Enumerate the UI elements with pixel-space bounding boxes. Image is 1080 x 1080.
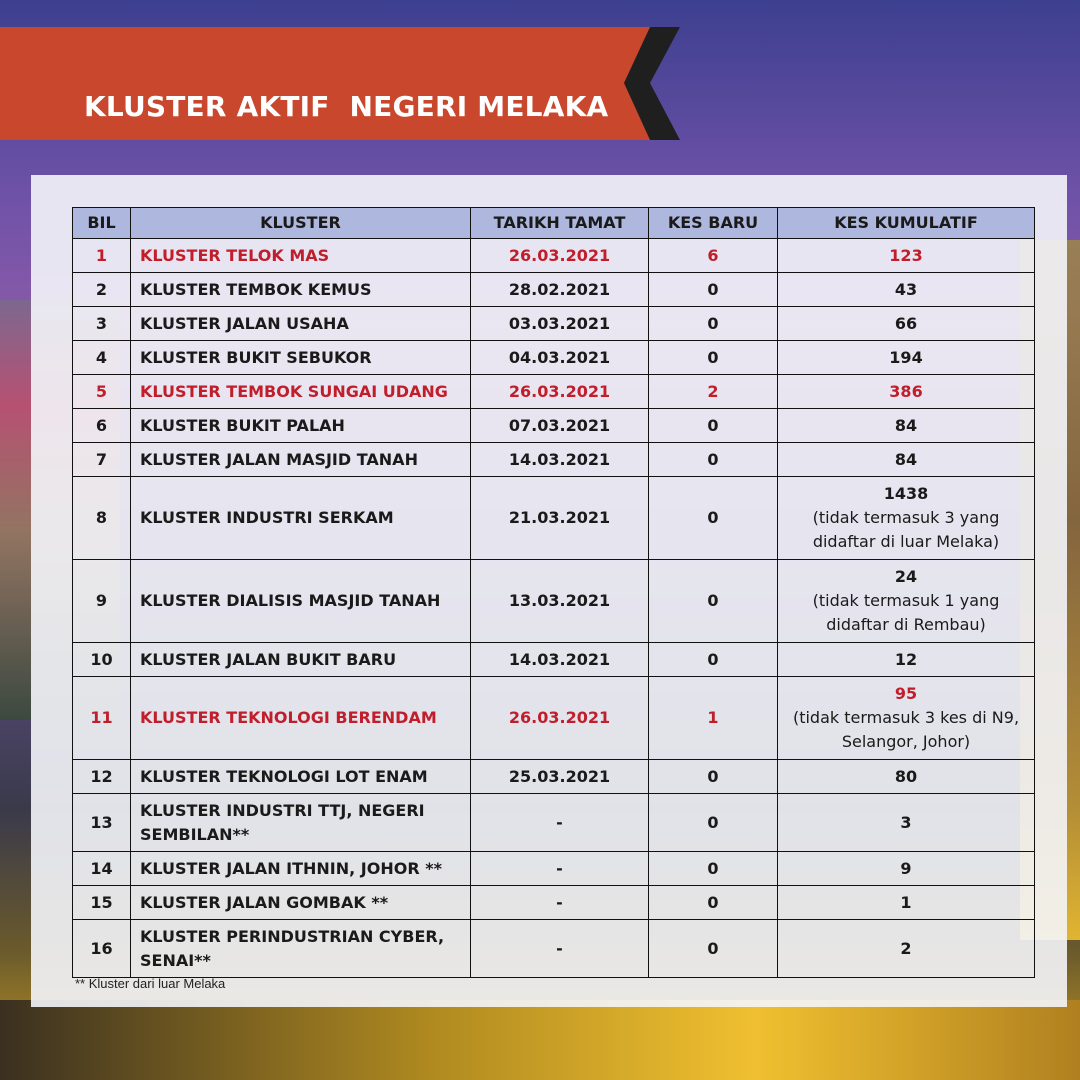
cell-kluster: KLUSTER BUKIT SEBUKOR bbox=[131, 341, 471, 375]
cell-kes-baru: 0 bbox=[649, 477, 778, 560]
cell-kluster: KLUSTER INDUSTRI SERKAM bbox=[131, 477, 471, 560]
cell-kluster: KLUSTER JALAN ITHNIN, JOHOR ** bbox=[131, 852, 471, 886]
cell-kes-kumulatif bbox=[778, 443, 1035, 477]
page-title: KLUSTER AKTIF NEGERI MELAKA bbox=[84, 90, 609, 123]
table-row bbox=[73, 307, 1035, 341]
cell-kes-kumulatif bbox=[778, 341, 1035, 375]
cell-kes-baru: 6 bbox=[649, 239, 778, 273]
cell-bil: 15 bbox=[73, 886, 131, 920]
header-tarikh-tamat: TARIKH TAMAT bbox=[471, 208, 649, 239]
cell-kluster: KLUSTER TEMBOK SUNGAI UDANG bbox=[131, 375, 471, 409]
kumulatif-value: 3 bbox=[900, 812, 912, 832]
cell-bil: 5 bbox=[73, 375, 131, 409]
kumulatif-value: 386 bbox=[889, 381, 923, 401]
cell-tarikh-tamat: - bbox=[471, 886, 649, 920]
cell-kes-baru: 0 bbox=[649, 409, 778, 443]
cell-kes-kumulatif bbox=[778, 760, 1035, 794]
cell-tarikh-tamat: - bbox=[471, 794, 649, 852]
cell-bil: 9 bbox=[73, 560, 131, 643]
cell-tarikh-tamat: 21.03.2021 bbox=[471, 477, 649, 560]
cell-kes-baru: 0 bbox=[649, 643, 778, 677]
table-row bbox=[73, 760, 1035, 794]
table-row bbox=[73, 677, 1035, 760]
cell-kes-kumulatif bbox=[778, 409, 1035, 443]
cell-kes-kumulatif bbox=[778, 239, 1035, 273]
kumulatif-note: (tidak termasuk 1 yang didaftar di Rembau) bbox=[812, 591, 1000, 634]
cell-tarikh-tamat: 26.03.2021 bbox=[471, 239, 649, 273]
cell-kluster: KLUSTER PERINDUSTRIAN CYBER, SENAI** bbox=[131, 920, 471, 978]
cell-kes-kumulatif bbox=[778, 477, 1035, 560]
cell-kluster: KLUSTER DIALISIS MASJID TANAH bbox=[131, 560, 471, 643]
cell-kes-baru: 0 bbox=[649, 560, 778, 643]
kumulatif-value: 12 bbox=[894, 649, 918, 669]
table-row bbox=[73, 341, 1035, 375]
banner-ribbon-shape bbox=[0, 27, 680, 140]
kumulatif-value: 194 bbox=[889, 347, 923, 367]
cell-tarikh-tamat: 26.03.2021 bbox=[471, 677, 649, 760]
cell-bil: 1 bbox=[73, 239, 131, 273]
cell-bil: 10 bbox=[73, 643, 131, 677]
kumulatif-value: 1 bbox=[900, 892, 912, 912]
kumulatif-value: 95 bbox=[894, 684, 918, 703]
table-body bbox=[73, 239, 1035, 978]
table-row bbox=[73, 443, 1035, 477]
cell-kes-kumulatif bbox=[778, 794, 1035, 852]
cell-kes-kumulatif bbox=[778, 307, 1035, 341]
cell-kluster: KLUSTER TELOK MAS bbox=[131, 239, 471, 273]
cell-kes-baru: 0 bbox=[649, 794, 778, 852]
kumulatif-value: 43 bbox=[894, 279, 918, 299]
cell-kes-kumulatif bbox=[778, 852, 1035, 886]
cell-kes-kumulatif bbox=[778, 677, 1035, 760]
cell-tarikh-tamat: - bbox=[471, 852, 649, 886]
cell-kes-baru: 0 bbox=[649, 341, 778, 375]
cell-tarikh-tamat: 07.03.2021 bbox=[471, 409, 649, 443]
cell-kes-baru: 0 bbox=[649, 886, 778, 920]
cell-kes-baru: 1 bbox=[649, 677, 778, 760]
kumulatif-value: 1438 bbox=[883, 484, 929, 503]
kumulatif-value: 24 bbox=[894, 567, 918, 586]
header-kes-kumulatif: KES KUMULATIF bbox=[778, 208, 1035, 239]
cell-kes-kumulatif bbox=[778, 643, 1035, 677]
table-row bbox=[73, 273, 1035, 307]
cell-kluster: KLUSTER JALAN MASJID TANAH bbox=[131, 443, 471, 477]
kumulatif-value: 2 bbox=[900, 938, 912, 958]
cell-bil: 16 bbox=[73, 920, 131, 978]
cell-kes-kumulatif bbox=[778, 375, 1035, 409]
table-row bbox=[73, 375, 1035, 409]
table-row bbox=[73, 886, 1035, 920]
kumulatif-value: 66 bbox=[894, 313, 918, 333]
cell-kluster: KLUSTER INDUSTRI TTJ, NEGERI SEMBILAN** bbox=[131, 794, 471, 852]
kumulatif-value: 80 bbox=[894, 766, 918, 786]
cell-kes-baru: 0 bbox=[649, 920, 778, 978]
cell-kes-baru: 0 bbox=[649, 852, 778, 886]
cell-bil: 2 bbox=[73, 273, 131, 307]
cell-tarikh-tamat: - bbox=[471, 920, 649, 978]
footnote: ** Kluster dari luar Melaka bbox=[75, 976, 226, 991]
cell-kluster: KLUSTER TEMBOK KEMUS bbox=[131, 273, 471, 307]
cell-kes-kumulatif bbox=[778, 886, 1035, 920]
cluster-table bbox=[72, 207, 1035, 978]
cell-kluster: KLUSTER JALAN GOMBAK ** bbox=[131, 886, 471, 920]
cell-bil: 14 bbox=[73, 852, 131, 886]
cell-kes-baru: 0 bbox=[649, 760, 778, 794]
cell-bil: 3 bbox=[73, 307, 131, 341]
cell-kes-kumulatif bbox=[778, 920, 1035, 978]
cell-tarikh-tamat: 13.03.2021 bbox=[471, 560, 649, 643]
header-bil: BIL bbox=[73, 208, 131, 239]
title-banner bbox=[0, 27, 680, 140]
cell-bil: 13 bbox=[73, 794, 131, 852]
table-row bbox=[73, 643, 1035, 677]
cell-kes-baru: 0 bbox=[649, 273, 778, 307]
cell-kes-baru: 0 bbox=[649, 443, 778, 477]
cell-tarikh-tamat: 14.03.2021 bbox=[471, 643, 649, 677]
table-row bbox=[73, 477, 1035, 560]
cell-kes-kumulatif bbox=[778, 560, 1035, 643]
kumulatif-value: 84 bbox=[894, 415, 918, 435]
cell-kluster: KLUSTER BUKIT PALAH bbox=[131, 409, 471, 443]
cell-kluster: KLUSTER TEKNOLOGI BERENDAM bbox=[131, 677, 471, 760]
cell-tarikh-tamat: 14.03.2021 bbox=[471, 443, 649, 477]
cell-kluster: KLUSTER TEKNOLOGI LOT ENAM bbox=[131, 760, 471, 794]
cell-bil: 12 bbox=[73, 760, 131, 794]
cell-tarikh-tamat: 26.03.2021 bbox=[471, 375, 649, 409]
kumulatif-note: (tidak termasuk 3 yang didaftar di luar Melaka) bbox=[812, 508, 1000, 551]
cell-kes-kumulatif bbox=[778, 273, 1035, 307]
header-kluster: KLUSTER bbox=[131, 208, 471, 239]
cell-kluster: KLUSTER JALAN BUKIT BARU bbox=[131, 643, 471, 677]
cell-bil: 7 bbox=[73, 443, 131, 477]
cell-kes-baru: 0 bbox=[649, 307, 778, 341]
cell-tarikh-tamat: 25.03.2021 bbox=[471, 760, 649, 794]
table-row bbox=[73, 560, 1035, 643]
cell-bil: 4 bbox=[73, 341, 131, 375]
cell-bil: 8 bbox=[73, 477, 131, 560]
cell-tarikh-tamat: 28.02.2021 bbox=[471, 273, 649, 307]
kumulatif-value: 9 bbox=[900, 858, 912, 878]
cell-tarikh-tamat: 04.03.2021 bbox=[471, 341, 649, 375]
table-header-row bbox=[73, 208, 1035, 239]
cell-bil: 6 bbox=[73, 409, 131, 443]
kumulatif-note: (tidak termasuk 3 kes di N9, Selangor, Johor) bbox=[792, 708, 1020, 751]
kumulatif-value: 84 bbox=[894, 449, 918, 469]
table-row bbox=[73, 794, 1035, 852]
header-kes-baru: KES BARU bbox=[649, 208, 778, 239]
cell-kluster: KLUSTER JALAN USAHA bbox=[131, 307, 471, 341]
table-row bbox=[73, 852, 1035, 886]
table-row bbox=[73, 239, 1035, 273]
table-row bbox=[73, 920, 1035, 978]
cell-kes-baru: 2 bbox=[649, 375, 778, 409]
kumulatif-value: 123 bbox=[889, 245, 923, 265]
cell-bil: 11 bbox=[73, 677, 131, 760]
table-row bbox=[73, 409, 1035, 443]
cell-tarikh-tamat: 03.03.2021 bbox=[471, 307, 649, 341]
background-bottom-glow bbox=[0, 1000, 1080, 1080]
